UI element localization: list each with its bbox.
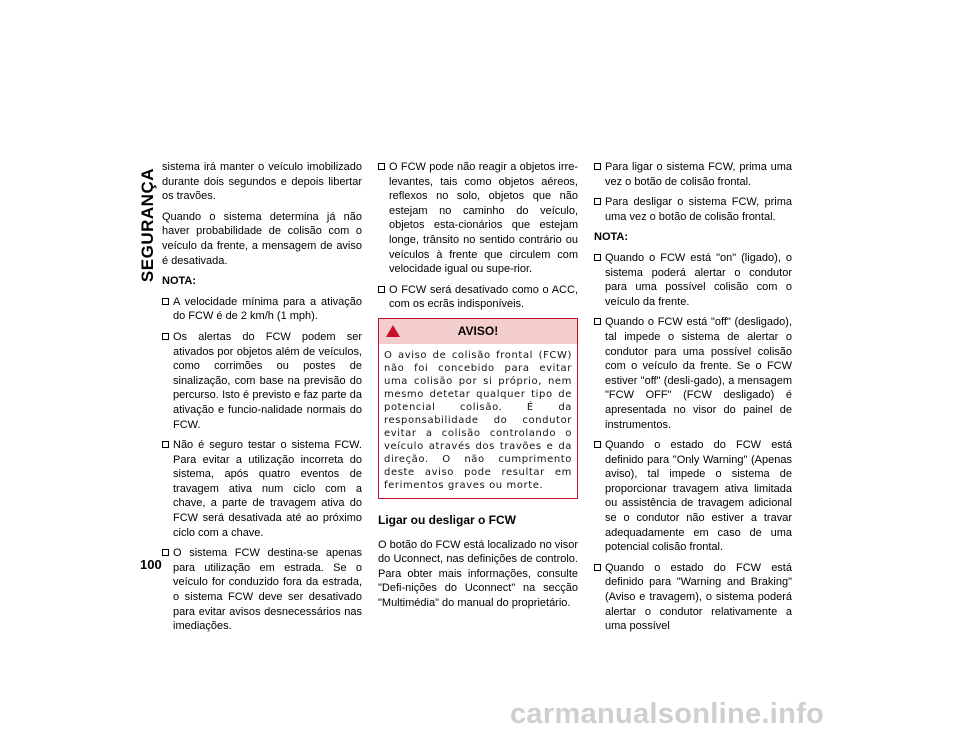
checkbox-bullet-icon <box>162 441 169 448</box>
page-number: 100 <box>140 557 162 572</box>
warning-triangle-icon <box>385 324 401 338</box>
bullet-list <box>594 251 792 634</box>
list-item: O FCW pode não reagir a objetos irre-levantes, tais como objetos aéreos, reflexos no solo, objetos que não estejam no caminho do veículo, objetos esta-cionários que estejam longe, trânsito no sentido contrário ou veículos à frente que circulem com velocidade igual ou supe-rior. <box>378 160 578 277</box>
list-item: Quando o FCW está "off" (desligado), tal impede o sistema de alertar o condutor para uma possível colisão com o veículo da frente. Se o FCW estiver "off" (desli-gado), a mensagem "FCW OFF" (FCW desligado) é apresentada no visor do painel de instrumentos. <box>594 315 792 432</box>
checkbox-bullet-icon <box>594 254 601 261</box>
paragraph: sistema irá manter o veículo imobilizado durante dois segundos e depois libertar os travões. <box>162 161 362 203</box>
list-item: Quando o estado do FCW está definido para "Warning and Braking" (Aviso e travagem), o sistema poderá alertar o condutor relativamente a uma possível <box>594 561 792 634</box>
checkbox-bullet-icon <box>594 318 601 325</box>
checkbox-bullet-icon <box>162 298 169 305</box>
checkbox-bullet-icon <box>162 549 169 556</box>
note-label: NOTA: <box>594 231 629 244</box>
column-2 <box>378 160 578 617</box>
column-1 <box>162 160 362 640</box>
list-item: Não é seguro testar o sistema FCW. Para evitar a utilização incorreta do sistema, após quatro eventos de travagem ativa num ciclo com a chave, a parte de travagem ativa do FCW será desativada até ao próximo ciclo com a chave. <box>162 438 362 540</box>
section-tab: SEGURANÇA <box>138 168 157 283</box>
bullet-list <box>378 160 578 312</box>
list-item: Para ligar o sistema FCW, prima uma vez o botão de colisão frontal. <box>594 160 792 189</box>
paragraph: O botão do FCW está localizado no visor do Uconnect, nas definições de controlo. Para obter mais informações, consulte "Defi-nições do Uconnect" na secção "Multimédia" do manual do proprietário. <box>378 538 578 609</box>
checkbox-bullet-icon <box>378 163 385 170</box>
watermark-footer: carmanualsonline.info <box>510 698 825 730</box>
bullet-list <box>594 160 792 224</box>
checkbox-bullet-icon <box>594 441 601 448</box>
list-item: O FCW será desativado como o ACC, com os ecrãs indisponíveis. <box>378 283 578 312</box>
paragraph: Quando o sistema determina já não haver probabilidade de colisão com o veículo da frente, a mensagem de aviso é desativada. <box>162 210 362 267</box>
column-3 <box>594 160 792 640</box>
checkbox-bullet-icon <box>594 564 601 571</box>
list-item: A velocidade mínima para a ativação do FCW é de 2 km/h (1 mph). <box>162 295 362 324</box>
warning-box <box>378 318 578 499</box>
list-item: Para desligar o sistema FCW, prima uma vez o botão de colisão frontal. <box>594 195 792 224</box>
section-heading: Ligar ou desligar o FCW <box>378 512 517 527</box>
checkbox-bullet-icon <box>594 198 601 205</box>
note-label: NOTA: <box>162 275 197 288</box>
warning-title: AVISO! <box>457 324 499 339</box>
warning-header <box>379 319 577 344</box>
warning-text: O aviso de colisão frontal (FCW) não foi concebido para evitar uma colisão por si próprio, nem mesmo detetar qualquer tipo de potencial colisão. É da responsabilidade do condutor evitar a colisão controlando o veículo através dos travões e da direção. O não cumprimento deste aviso pode resultar em ferimentos graves ou morte. <box>384 349 572 491</box>
list-item: O sistema FCW destina-se apenas para utilização em estrada. Se o veículo for conduzido fora da estrada, o sistema FCW deve ser desativado para evitar avisos desnecessários nas imediações. <box>162 546 362 634</box>
checkbox-bullet-icon <box>378 286 385 293</box>
list-item: Os alertas do FCW podem ser ativados por objetos além de veículos, como corrimões ou postes de sinalização, com base na previsão do percurso. Isto é previsto e faz parte da ativação e funcio-nalidade normais do FCW. <box>162 330 362 432</box>
bullet-list <box>162 295 362 634</box>
list-item: Quando o estado do FCW está definido para "Only Warning" (Apenas aviso), tal impede o sistema de proporcionar travagem ativa limitada ou assistência de travagem adicional se o condutor não estiver a travar adequadamente em caso de uma potencial colisão frontal. <box>594 438 792 555</box>
list-item: Quando o FCW está "on" (ligado), o sistema poderá alertar o condutor para uma possível colisão com o veículo da frente. <box>594 251 792 309</box>
checkbox-bullet-icon <box>162 333 169 340</box>
checkbox-bullet-icon <box>594 163 601 170</box>
